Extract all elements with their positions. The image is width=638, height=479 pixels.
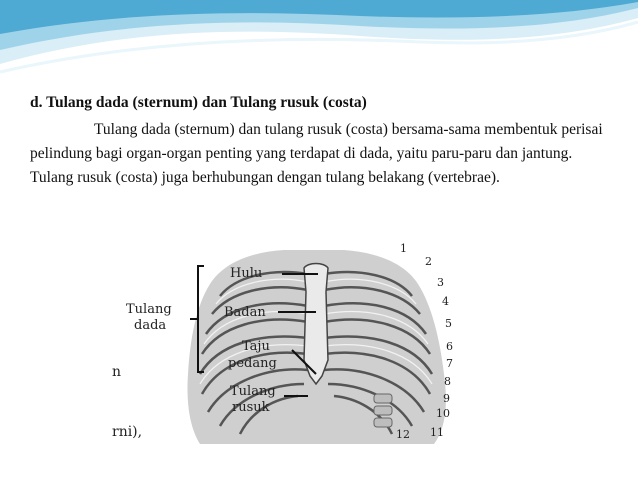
label-taju-2: pedang	[228, 356, 277, 371]
rib-number: 4	[442, 295, 449, 308]
rib-number: 6	[446, 340, 453, 353]
label-tulang-dada-1: Tulang	[126, 302, 172, 317]
rib-number: 8	[444, 375, 451, 388]
cropped-text-fragment: n	[112, 364, 122, 380]
slide-body	[30, 92, 615, 190]
header-wave-decoration	[0, 0, 638, 80]
rib-number: 10	[436, 407, 450, 420]
rib-number: 5	[445, 317, 452, 330]
rib-number: 1	[400, 242, 407, 255]
rib-number: 3	[437, 276, 444, 289]
label-tulang-rusuk-2: rusuk	[232, 400, 270, 415]
label-hulu: Hulu	[230, 266, 263, 281]
rib-number: 12	[396, 428, 410, 441]
cropped-text-fragment: rni),	[112, 424, 143, 440]
rib-number: 9	[443, 392, 450, 405]
label-taju-1: Taju	[242, 339, 270, 354]
label-tulang-dada-2: dada	[134, 318, 167, 333]
ribcage-illustration	[112, 244, 464, 446]
section-paragraph: Tulang dada (sternum) dan tulang rusuk (costa) bersama-sama membentuk perisai pelindung bagi organ-organ penting yang terdapat di dada, yaitu paru-paru dan jantung. Tulang rusuk (costa) juga berhubungan dengan tulang belakang (vertebrae).	[30, 121, 603, 186]
section-heading: d. Tulang dada (sternum) dan Tulang rusuk (costa)	[30, 94, 367, 111]
rib-number: 2	[425, 255, 432, 268]
label-badan: Badan	[224, 305, 266, 320]
rib-number: 11	[430, 426, 444, 439]
rib-number: 7	[446, 357, 453, 370]
ribcage-figure	[112, 244, 464, 446]
label-tulang-rusuk-1: Tulang	[230, 384, 276, 399]
